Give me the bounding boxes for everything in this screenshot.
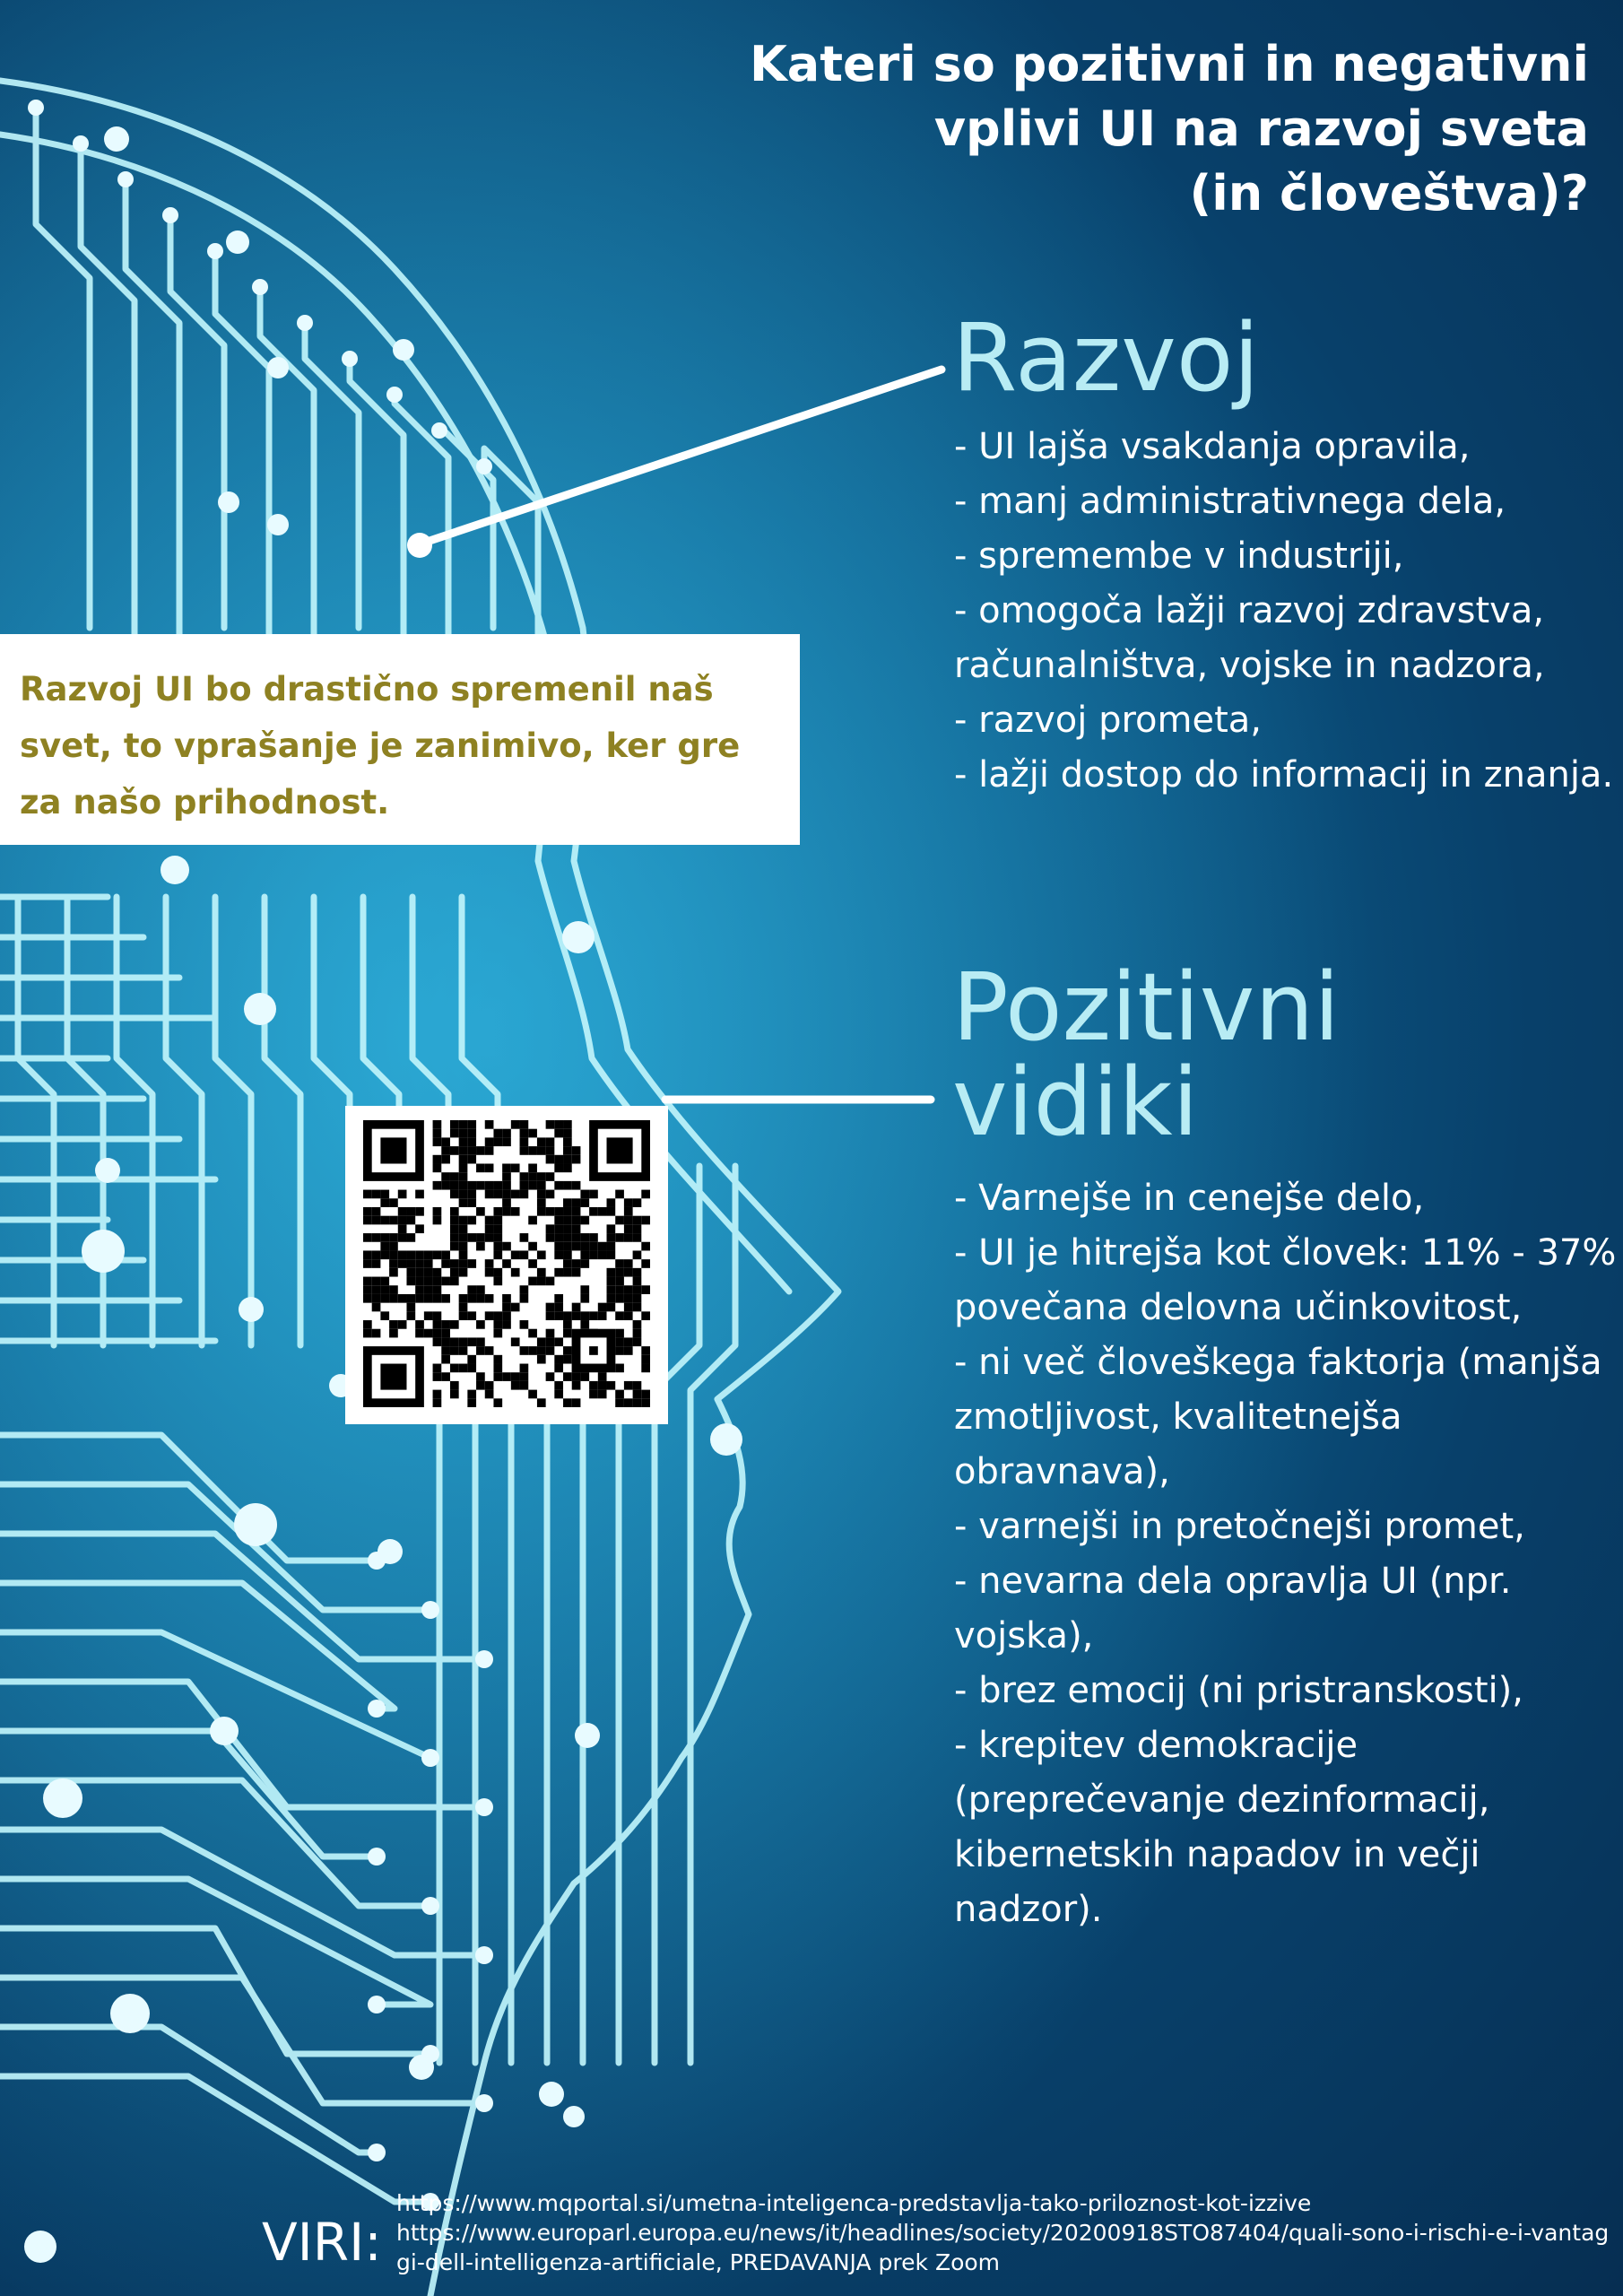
title-line-2: vplivi UI na razvoj sveta: [933, 100, 1589, 157]
sources-label: VIRI:: [262, 2212, 382, 2273]
title-line-3: (in človeštva)?: [1189, 165, 1589, 222]
pozitivni-heading-line-2: vidiki: [952, 1048, 1199, 1157]
list-item: - Varnejše in cenejše delo,: [954, 1178, 1425, 1219]
pozitivni-heading: [952, 952, 1341, 1157]
list-item: - spremembe v industriji,: [954, 535, 1404, 577]
qr-code-icon: [363, 1120, 650, 1407]
sources-list: [396, 2188, 1621, 2277]
list-item: - varnejši in pretočnejši promet,: [954, 1506, 1525, 1547]
list-item: - ni več človeškega faktorja (manjša zmotljivost, kvalitetnejša obravnava),: [954, 1342, 1602, 1492]
list-item: - UI lajša vsakdanja opravila,: [954, 426, 1471, 467]
list-item: - nevarna dela opravlja UI (npr. vojska),: [954, 1561, 1512, 1657]
pozitivni-heading-line-1: Pozitivni: [952, 952, 1341, 1062]
pozitivni-list: [954, 1171, 1621, 1937]
razvoj-heading: Razvoj: [952, 303, 1260, 413]
callout-text: Razvoj UI bo drastično spremenil naš svet, to vprašanje je zanimivo, ker gre za našo prihodnost.: [20, 670, 741, 822]
callout-box: [0, 634, 800, 845]
list-item: - krepitev demokracije (preprečevanje dezinformacij, kibernetskih napadov in večji nadzor).: [954, 1725, 1490, 1930]
page-title: [603, 32, 1589, 226]
list-item: - manj administrativnega dela,: [954, 481, 1506, 522]
list-item: - razvoj prometa,: [954, 700, 1262, 741]
list-item: - UI je hitrejša kot človek: 11% - 37% povečana delovna učinkovitost,: [954, 1232, 1617, 1328]
source-link[interactable]: https://www.mqportal.si/umetna-inteligenca-predstavlja-tako-priloznost-kot-izzive: [396, 2190, 1312, 2216]
razvoj-list: [954, 420, 1621, 803]
list-item: - brez emocij (ni pristranskosti),: [954, 1670, 1523, 1711]
source-link[interactable]: https://www.europarl.europa.eu/news/it/headlines/society/20200918STO87404/quali-sono-i-rischi-e-i-vantaggi-dell-intelligenza-artificiale, PREDAVANJA prek Zoom: [396, 2220, 1610, 2275]
qr-code[interactable]: [345, 1106, 668, 1424]
list-item: - omogoča lažji razvoj zdravstva, računalništva, vojske in nadzora,: [954, 590, 1545, 686]
list-item: - lažji dostop do informacij in znanja.: [954, 754, 1614, 796]
title-line-1: Kateri so pozitivni in negativni: [749, 36, 1589, 92]
